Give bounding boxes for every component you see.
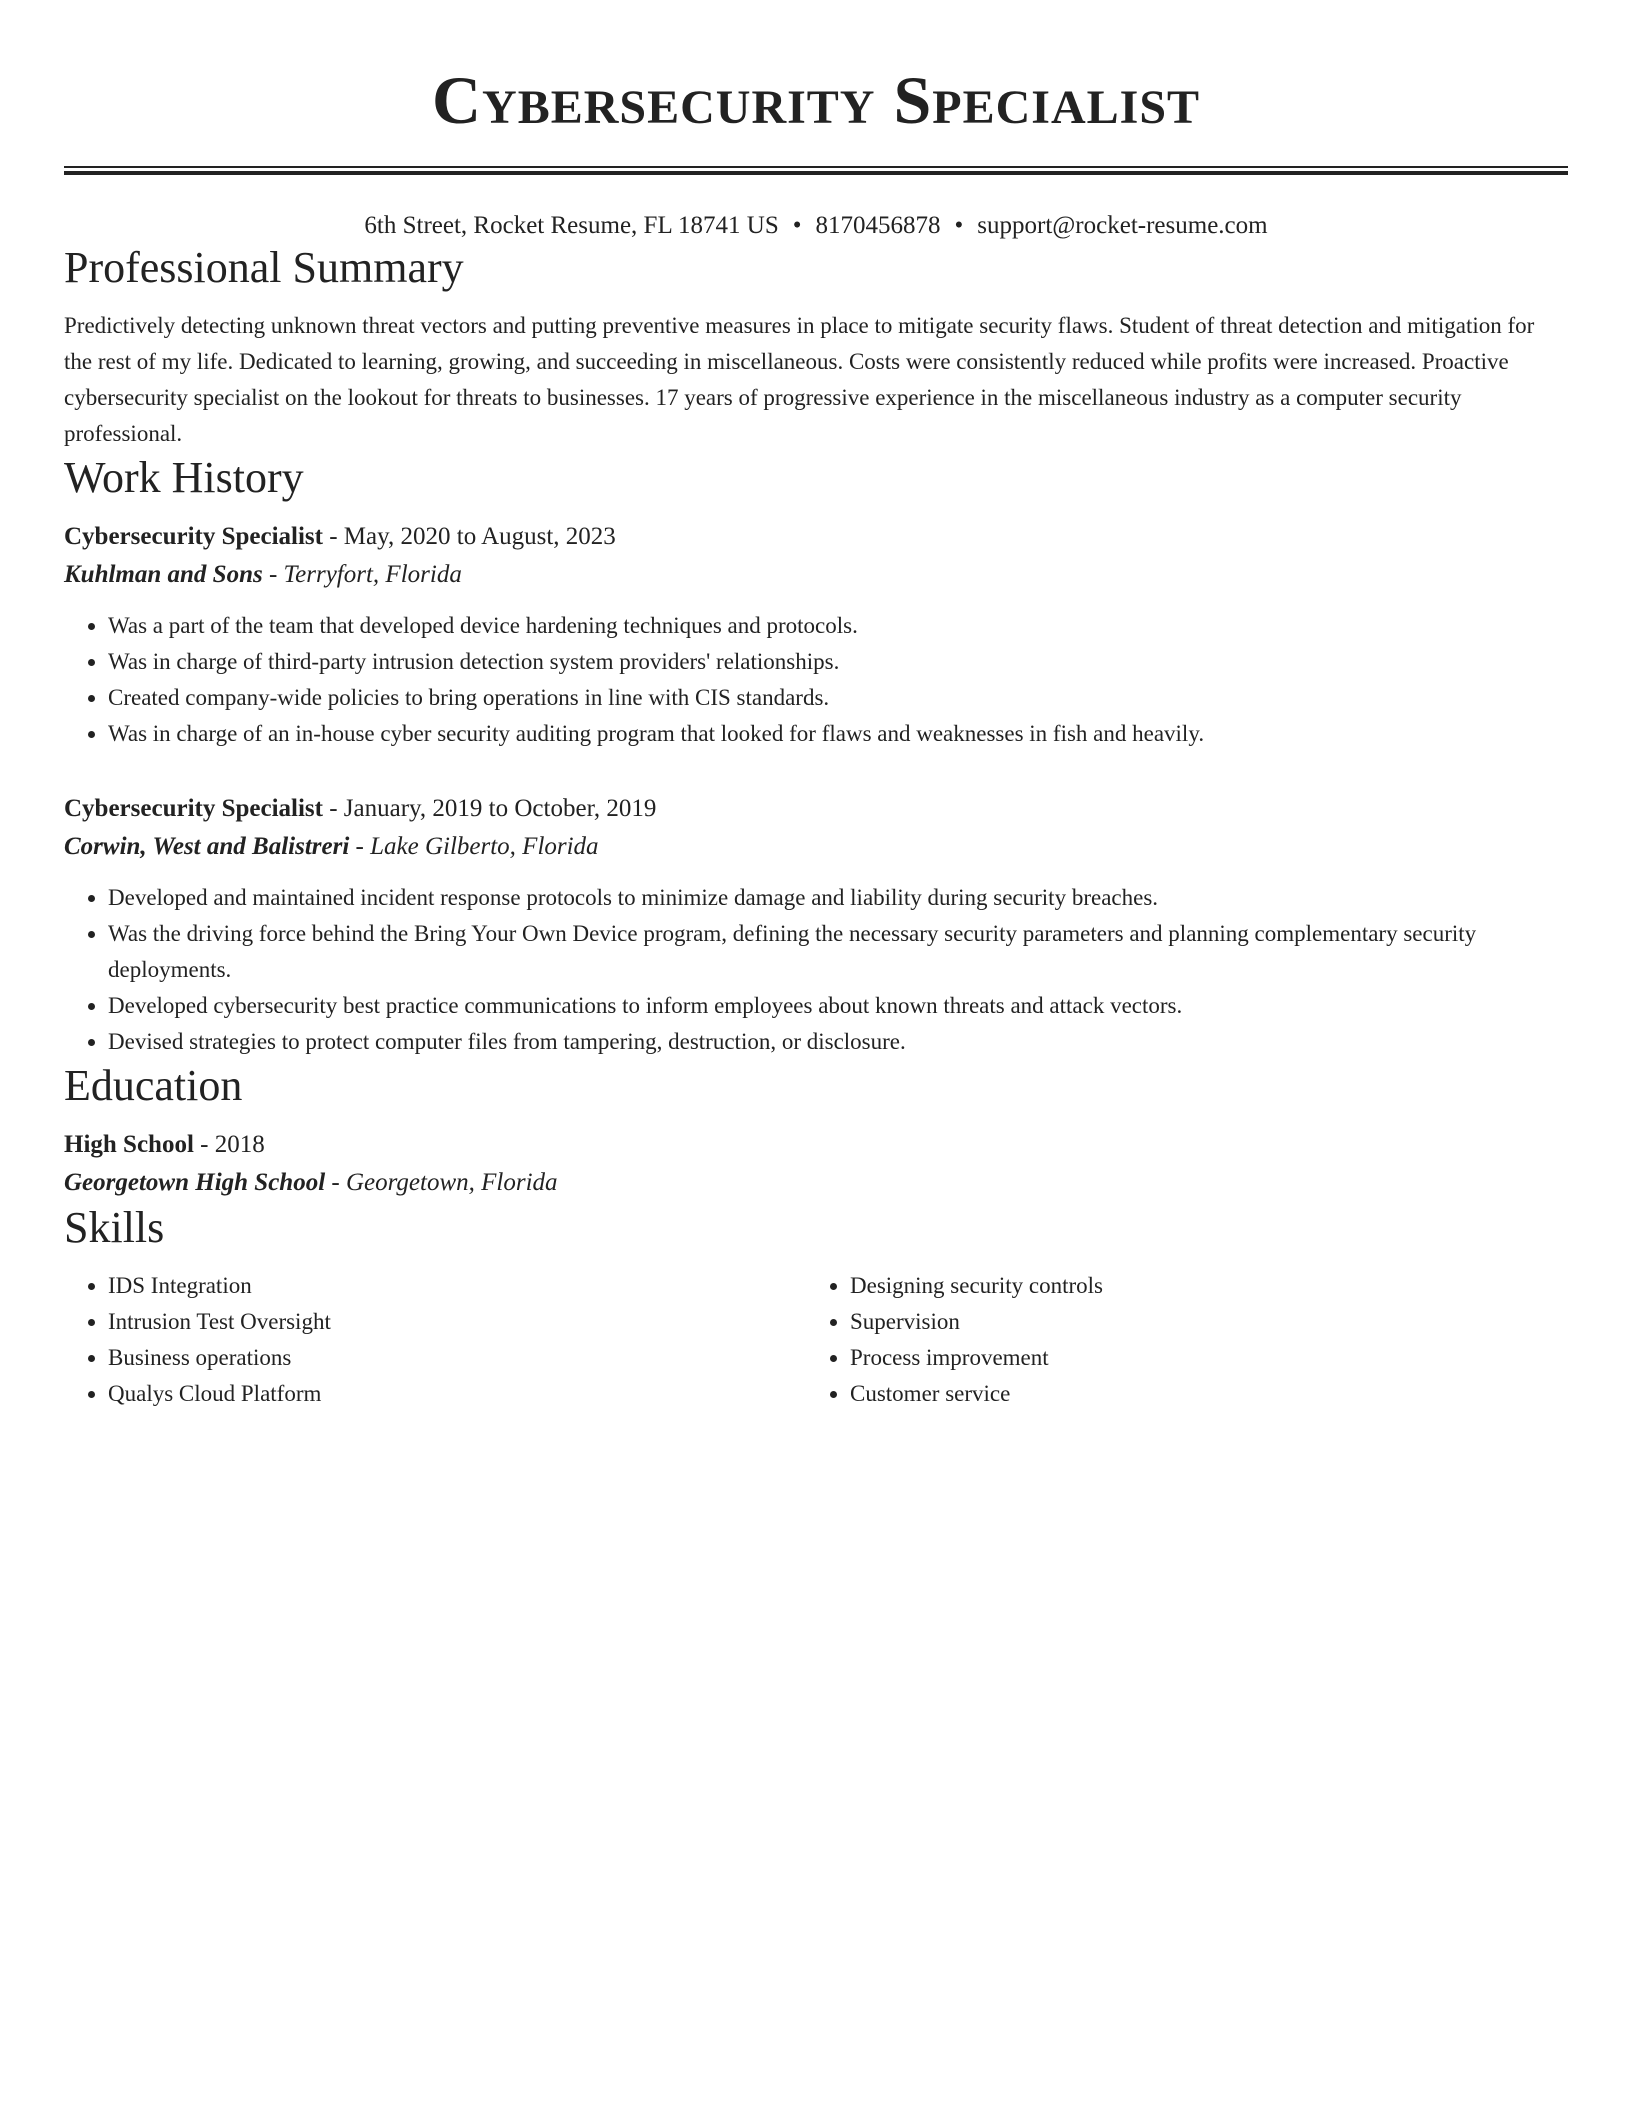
list-item: • Was the driving force behind the Bring Your Own Device program, defining the necessary security parameters and planning complementary security deployments. bbox=[108, 916, 1568, 988]
job-title: Cybersecurity Specialist bbox=[64, 795, 323, 822]
skills-list-right bbox=[806, 1268, 1548, 1412]
contact-separator: • bbox=[792, 212, 802, 239]
list-item: • Devised strategies to protect computer files from tampering, destruction, or disclosure. bbox=[108, 1024, 1568, 1060]
job-bullets bbox=[64, 608, 1568, 752]
job-location: - Lake Gilberto, Florida bbox=[349, 833, 599, 860]
list-item: • Developed cybersecurity best practice communications to inform employees about known threats and attack vectors. bbox=[108, 988, 1568, 1024]
job-dates: - January, 2019 to October, 2019 bbox=[322, 795, 657, 822]
education-school: Georgetown High School bbox=[64, 1169, 326, 1196]
skill-item: • Supervision bbox=[850, 1304, 1548, 1340]
list-item: • Was in charge of third-party intrusion detection system providers' relationships. bbox=[108, 644, 1568, 680]
job-company-line bbox=[64, 556, 1568, 594]
contact-line bbox=[64, 210, 1568, 242]
list-item: • Was in charge of an in-house cyber security auditing program that looked for flaws and weaknesses in fish and heavily. bbox=[108, 716, 1568, 752]
title-double-rule bbox=[64, 166, 1568, 175]
education-year: - 2018 bbox=[193, 1131, 265, 1158]
job-dates: - May, 2020 to August, 2023 bbox=[322, 523, 616, 550]
contact-email: support@rocket-resume.com bbox=[977, 212, 1268, 239]
job-title: Cybersecurity Specialist bbox=[64, 523, 323, 550]
job-title-line bbox=[64, 518, 1568, 556]
job-bullets bbox=[64, 880, 1568, 1060]
skill-item: • Qualys Cloud Platform bbox=[108, 1376, 806, 1412]
skills-list-left bbox=[64, 1268, 806, 1412]
job-company: Kuhlman and Sons bbox=[64, 561, 263, 588]
job-location: - Terryfort, Florida bbox=[262, 561, 462, 588]
skill-item: • Designing security controls bbox=[850, 1268, 1548, 1304]
job-company: Corwin, West and Balistreri bbox=[64, 833, 350, 860]
skills-heading: Skills bbox=[64, 1203, 165, 1252]
contact-separator: • bbox=[954, 212, 964, 239]
summary-heading: Professional Summary bbox=[64, 243, 464, 292]
skill-item: • IDS Integration bbox=[108, 1268, 806, 1304]
education-degree-line bbox=[64, 1126, 1568, 1164]
job-entry bbox=[64, 790, 1568, 1060]
job-entry bbox=[64, 518, 1568, 752]
education-degree: High School bbox=[64, 1131, 194, 1158]
skills-grid bbox=[64, 1268, 1568, 1412]
education-location: - Georgetown, Florida bbox=[325, 1169, 558, 1196]
education-heading: Education bbox=[64, 1061, 243, 1110]
education-school-line bbox=[64, 1164, 1568, 1202]
list-item: • Was a part of the team that developed device hardening techniques and protocols. bbox=[108, 608, 1568, 644]
contact-address: 6th Street, Rocket Resume, FL 18741 US bbox=[364, 212, 779, 239]
contact-phone: 8170456878 bbox=[815, 212, 941, 239]
job-title-line bbox=[64, 790, 1568, 828]
resume-title: Cybersecurity Specialist bbox=[431, 62, 1201, 138]
summary-text: Predictively detecting unknown threat vectors and putting preventive measures in place to mitigate security flaws. Student of threat detection and mitigation for the rest of my life. Dedicated to learning, growing, and succeeding in miscellaneous. Costs were consistently reduced while profits were increased. Proactive cybersecurity specialist on the lookout for threats to businesses. 17 years of progressive experience in the miscellaneous industry as a computer security professional. bbox=[64, 313, 1535, 446]
education-entry bbox=[64, 1126, 1568, 1202]
skill-item: • Customer service bbox=[850, 1376, 1548, 1412]
skill-item: • Process improvement bbox=[850, 1340, 1548, 1376]
skill-item: • Business operations bbox=[108, 1340, 806, 1376]
job-company-line bbox=[64, 828, 1568, 866]
work-history-heading: Work History bbox=[64, 453, 304, 502]
skill-item: • Intrusion Test Oversight bbox=[108, 1304, 806, 1340]
list-item: • Created company-wide policies to bring operations in line with CIS standards. bbox=[108, 680, 1568, 716]
list-item: • Developed and maintained incident response protocols to minimize damage and liability during security breaches. bbox=[108, 880, 1568, 916]
